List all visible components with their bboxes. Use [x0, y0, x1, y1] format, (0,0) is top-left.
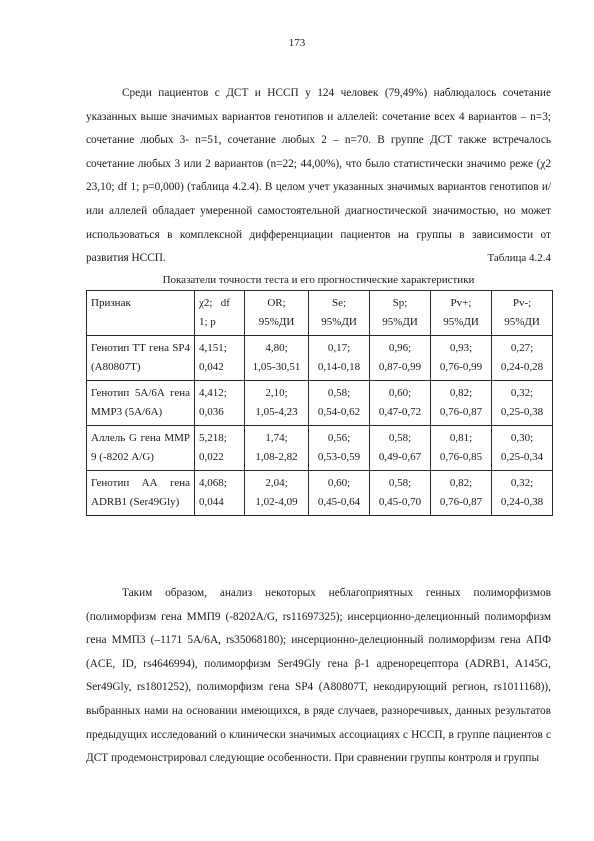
sp-cell	[370, 336, 431, 381]
value-line: 0,96;	[388, 342, 412, 354]
pv-minus-cell	[492, 471, 553, 516]
header-se	[309, 291, 370, 336]
value-line: 0,76-0,99	[439, 361, 483, 373]
value-line: 0,56;	[327, 432, 351, 444]
value-line: 0,45-0,64	[317, 496, 361, 508]
header-label: Признак	[91, 297, 131, 309]
value-line: 0,76-0,87	[439, 496, 483, 508]
value-line: 0,036	[199, 406, 224, 418]
feature-cell	[87, 426, 195, 471]
value-line: 0,044	[199, 496, 224, 508]
feature-cell	[87, 381, 195, 426]
feature-text: Аллель G гена ММР 9 (-8202 A/G)	[91, 432, 190, 463]
value-line: 0,82;	[449, 387, 473, 399]
value-line: 2,10;	[265, 387, 288, 399]
table-header-row	[87, 291, 553, 336]
header-label: Se;	[331, 297, 347, 309]
pv-plus-cell	[431, 336, 492, 381]
value-line: 0,93;	[449, 342, 473, 354]
value-line: 0,54-0,62	[317, 406, 361, 418]
pv-minus-cell	[492, 426, 553, 471]
or-cell	[245, 471, 309, 516]
header-sublabel: 95%ДИ	[258, 316, 295, 328]
value-line: 0,87-0,99	[378, 361, 422, 373]
header-label: Sp;	[392, 297, 408, 309]
pv-plus-cell	[431, 381, 492, 426]
chi2-cell	[195, 426, 245, 471]
value-line: 0,58;	[388, 477, 412, 489]
header-pv-plus	[431, 291, 492, 336]
feature-text: Генотип АА гена ADRB1 (Ser49Gly)	[91, 477, 190, 508]
header-label: Pv-;	[512, 297, 532, 309]
se-cell	[309, 381, 370, 426]
value-line: 0,82;	[449, 477, 473, 489]
header-feature	[87, 291, 195, 336]
pv-plus-cell	[431, 426, 492, 471]
paragraph-intro: Среди пациентов с ДСТ и НССП у 124 человек (79,49%) наблюдалось сочетание указанных выше значимых вариантов генотипов и аллелей: сочетание всех 4 вариантов – n=3; сочетание любых 3- n=51, сочетание любых 2 – n=70. В группе ДСТ также встречалось сочетание любых 3 или 2 вариантов (n=22; 44,00%), что было статистически значимо реже (χ2 23,10; df 1; p=0,000) (таблица 4.2.4). В целом учет указанных значимых вариантов генотипов и/или аллелей обладает умеренной самостоятельной диагностической значимостью, но может использоваться в комплексной дифференциации пациентов на группы в зависимости от развития НССП.	[86, 87, 551, 265]
value-line: 0,32;	[510, 387, 534, 399]
value-line: 0,76-0,85	[439, 451, 483, 463]
value-line: 0,022	[199, 451, 224, 463]
value-line: 0,58;	[388, 432, 412, 444]
value-line: 4,412;	[199, 387, 227, 399]
value-line: 1,05-4,23	[255, 406, 298, 418]
value-line: 4,151;	[199, 342, 227, 354]
header-label: χ2; df	[199, 297, 230, 309]
pv-plus-cell	[431, 471, 492, 516]
header-sublabel: 1; p	[199, 316, 216, 328]
table-row	[87, 381, 553, 426]
value-line: 0,25-0,34	[500, 451, 544, 463]
feature-text: Генотип ТТ гена SP4 (A80807T)	[91, 342, 190, 373]
se-cell	[309, 336, 370, 381]
value-line: 0,45-0,70	[378, 496, 422, 508]
value-line: 4,80;	[265, 342, 288, 354]
value-line: 0,60;	[327, 477, 351, 489]
value-line: 0,81;	[449, 432, 473, 444]
value-line: 0,58;	[327, 387, 351, 399]
value-line: 0,17;	[327, 342, 351, 354]
sp-cell	[370, 381, 431, 426]
value-line: 0,76-0,87	[439, 406, 483, 418]
value-line: 0,14-0,18	[317, 361, 361, 373]
feature-text: Генотип 5A/6A гена ММР3 (5A/6A)	[91, 387, 190, 418]
value-line: 5,218;	[199, 432, 227, 444]
pv-minus-cell	[492, 381, 553, 426]
se-cell	[309, 471, 370, 516]
table-title: Показатели точности теста и его прогностические характеристики	[162, 274, 475, 286]
value-line: 0,042	[199, 361, 224, 373]
chi2-cell	[195, 381, 245, 426]
value-line: 0,24-0,38	[500, 496, 544, 508]
header-label: OR;	[267, 297, 286, 309]
chi2-cell	[195, 336, 245, 381]
or-cell	[245, 381, 309, 426]
table-row	[87, 471, 553, 516]
header-or	[245, 291, 309, 336]
value-line: 0,53-0,59	[317, 451, 361, 463]
sp-cell	[370, 471, 431, 516]
accuracy-table	[86, 290, 553, 516]
value-line: 1,05-30,51	[252, 361, 301, 373]
or-cell	[245, 426, 309, 471]
or-cell	[245, 336, 309, 381]
sp-cell	[370, 426, 431, 471]
chi2-cell	[195, 471, 245, 516]
value-line: 2,04;	[265, 477, 288, 489]
table-caption: Таблица 4.2.4	[487, 252, 551, 264]
feature-cell	[87, 471, 195, 516]
value-line: 0,60;	[388, 387, 412, 399]
header-sublabel: 95%ДИ	[443, 316, 479, 328]
table-row	[87, 336, 553, 381]
header-sublabel: 95%ДИ	[321, 316, 357, 328]
header-label: Pv+;	[450, 297, 472, 309]
value-line: 0,49-0,67	[378, 451, 422, 463]
header-pv-minus	[492, 291, 553, 336]
value-line: 1,74;	[265, 432, 288, 444]
value-line: 1,02-4,09	[255, 496, 298, 508]
value-line: 1,08-2,82	[255, 451, 298, 463]
value-line: 0,24-0,28	[500, 361, 544, 373]
value-line: 0,27;	[510, 342, 534, 354]
header-sublabel: 95%ДИ	[382, 316, 418, 328]
table-row	[87, 426, 553, 471]
paragraph-conclusion: Таким образом, анализ некоторых неблагоприятных генных полиморфизмов (полиморфизм гена ММП9 (-8202A/G, rs11697325); инсерционно-делеционный полиморфизм гена ММП3 (–1171 5A/6A, rs35068180); инсерционно-делеционный полиморфизм гена АПФ (ACE, ID, rs4646994), полиморфизм Ser49Gly гена β-1 адренорецептора (ADRB1, A145G, Ser49Gly, rs1801252), полиморфизм гена SP4 (A80807T, некодирующий регион, rs1011168)), выбранных нами на основании имеющихся, в ряде случаев, разноречивых, данных результатов предыдущих исследований о клинически значимых ассоциациях с НССП, в группе пациентов с ДСТ продемонстрировал следующие особенности. При сравнении группы контроля и группы	[86, 587, 551, 765]
header-chi2	[195, 291, 245, 336]
feature-cell	[87, 336, 195, 381]
pv-minus-cell	[492, 336, 553, 381]
value-line: 0,25-0,38	[500, 406, 544, 418]
header-sublabel: 95%ДИ	[504, 316, 540, 328]
value-line: 0,47-0,72	[378, 406, 422, 418]
page-number: 173	[288, 37, 306, 49]
value-line: 0,30;	[510, 432, 534, 444]
header-sp	[370, 291, 431, 336]
value-line: 0,32;	[510, 477, 534, 489]
value-line: 4,068;	[199, 477, 227, 489]
se-cell	[309, 426, 370, 471]
